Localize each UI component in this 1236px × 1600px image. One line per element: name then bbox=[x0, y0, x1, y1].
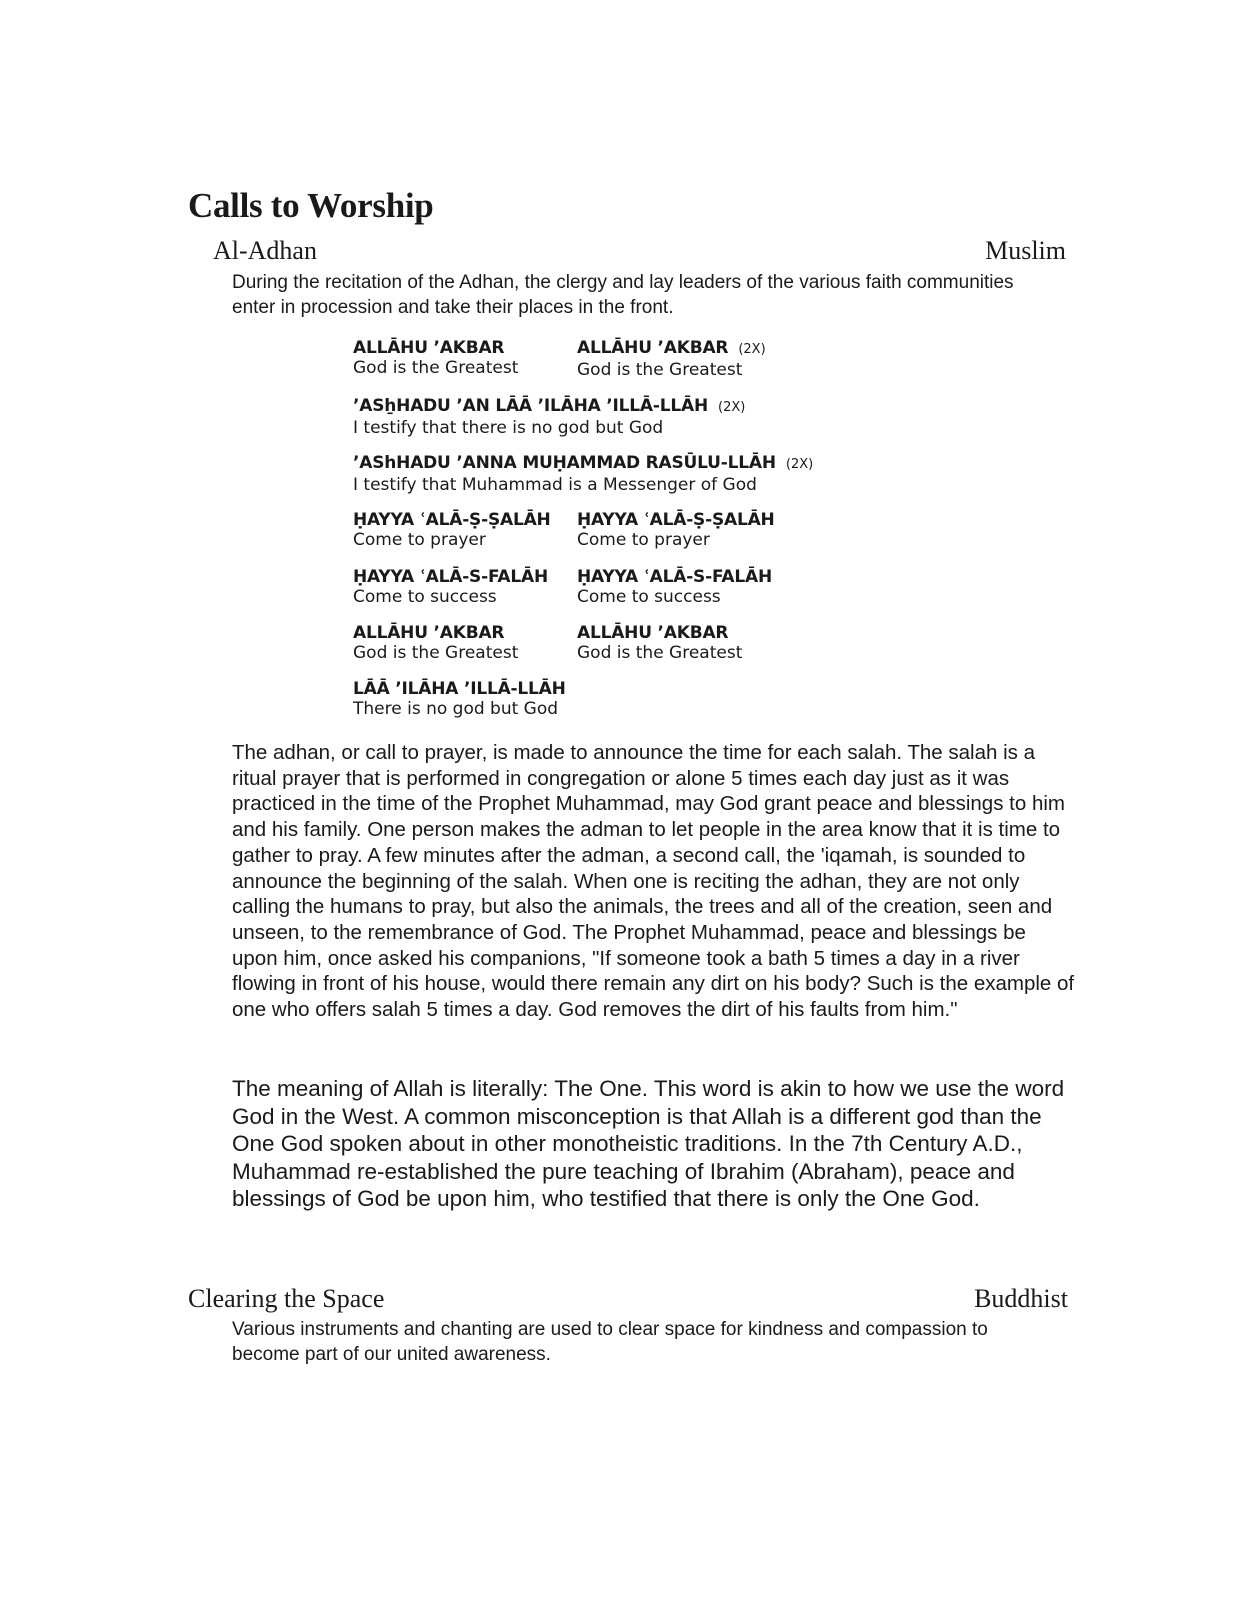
recitation-line bbox=[353, 567, 853, 611]
english-translation: Come to prayer bbox=[353, 530, 486, 550]
arabic-transliteration: LĀĀ ’ILĀHA ’ILLĀ-LLĀH bbox=[353, 679, 566, 699]
recitation-line bbox=[353, 453, 853, 497]
arabic-transliteration: ḤAYYA ʿALĀ-Ṣ-ṢALĀH bbox=[353, 510, 551, 530]
recitation-line bbox=[353, 679, 853, 723]
recitation-line bbox=[353, 623, 853, 667]
arabic-transliteration: ALLĀHU ’AKBAR bbox=[353, 623, 505, 643]
arabic-transliteration: ḤAYYA ʿALĀ-Ṣ-ṢALĀH bbox=[577, 510, 775, 530]
arabic-transliteration: ALLĀHU ’AKBAR bbox=[577, 623, 729, 643]
section-tradition-buddhist: Buddhist bbox=[974, 1284, 1068, 1313]
english-translation: There is no god but God bbox=[353, 699, 559, 719]
english-translation: Come to success bbox=[353, 587, 497, 607]
section-title-clearing-the-space: Clearing the Space bbox=[188, 1284, 385, 1313]
clearing-space-intro-text: Various instruments and chanting are used to clear space for kindness and compassion to become part of our united awareness. bbox=[232, 1319, 988, 1365]
english-translation: I testify that Muhammad is a Messenger of God bbox=[353, 475, 757, 495]
english-translation: God is the Greatest bbox=[353, 358, 519, 378]
section-title-al-adhan: Al-Adhan bbox=[213, 236, 317, 265]
arabic-transliteration: ḤAYYA ʿALĀ-S-FALĀH bbox=[353, 567, 548, 587]
arabic-transliteration: ALLĀHU ’AKBAR bbox=[353, 338, 505, 358]
recitation-line bbox=[353, 396, 853, 440]
section-tradition-muslim: Muslim bbox=[985, 236, 1066, 265]
english-translation: Come to prayer bbox=[577, 530, 710, 550]
adhan-explanation-paragraph: The adhan, or call to prayer, is made to announce the time for each salah. The salah is a ritual prayer that is performed in congregation or alone 5 times each day just as it was practiced in the time of the Prophet Muhammad, may God grant peace and blessings to him and his family. One person makes the adman to let people in the area know that it is time to gather to pray. A few minutes after the adman, a second call, the 'iqamah, is sounded to announce the beginning of the salah. When one is reciting the adhan, they are not only calling the humans to pray, but also the animals, the trees and all of the creation, seen and unseen, to the remembrance of God. The Prophet Muhammad, peace and blessings be upon him, once asked his companions, "If someone took a bath 5 times a day in a river flowing in front of his house, would there remain any dirt on his body? Such is the example of one who offers salah 5 times a day. God removes the dirt of his faults from him." bbox=[232, 741, 1075, 1022]
recitation-line bbox=[353, 510, 853, 554]
recitation-line bbox=[353, 338, 853, 382]
english-translation: I testify that there is no god but God bbox=[353, 418, 664, 438]
repeat-count: (2X) bbox=[718, 400, 746, 415]
adhan-intro-text: During the recitation of the Adhan, the clergy and lay leaders of the various faith communities enter in procession and take their places in the front. bbox=[232, 272, 1014, 318]
arabic-transliteration: ALLĀHU ’AKBAR bbox=[577, 338, 729, 358]
repeat-count: (2X) bbox=[785, 457, 814, 472]
arabic-transliteration: ’ASẖHADU ’AN LĀĀ ’ILĀHA ’ILLĀ-LLĀH bbox=[353, 396, 708, 416]
english-translation: God is the Greatest bbox=[577, 643, 743, 663]
english-translation: God is the Greatest bbox=[577, 360, 743, 380]
english-translation: God is the Greatest bbox=[353, 643, 519, 663]
arabic-transliteration: ’AShHADU ’ANNA MUḤAMMAD RASŪLU-LLĀH bbox=[353, 453, 776, 473]
arabic-transliteration: ḤAYYA ʿALĀ-S-FALĀH bbox=[577, 567, 772, 587]
page-title: Calls to Worship bbox=[188, 186, 434, 225]
allah-meaning-paragraph: The meaning of Allah is literally: The One. This word is akin to how we use the word God in the West. A common misconception is that Allah is a different god than the One God spoken about in other monotheistic traditions. In the 7th Century A.D., Muhammad re-established the pure teaching of Ibrahim (Abraham), peace and blessings of God be upon him, who testified that there is only the One God. bbox=[232, 1076, 1065, 1212]
english-translation: Come to success bbox=[577, 587, 721, 607]
repeat-count: (2X) bbox=[738, 342, 766, 357]
